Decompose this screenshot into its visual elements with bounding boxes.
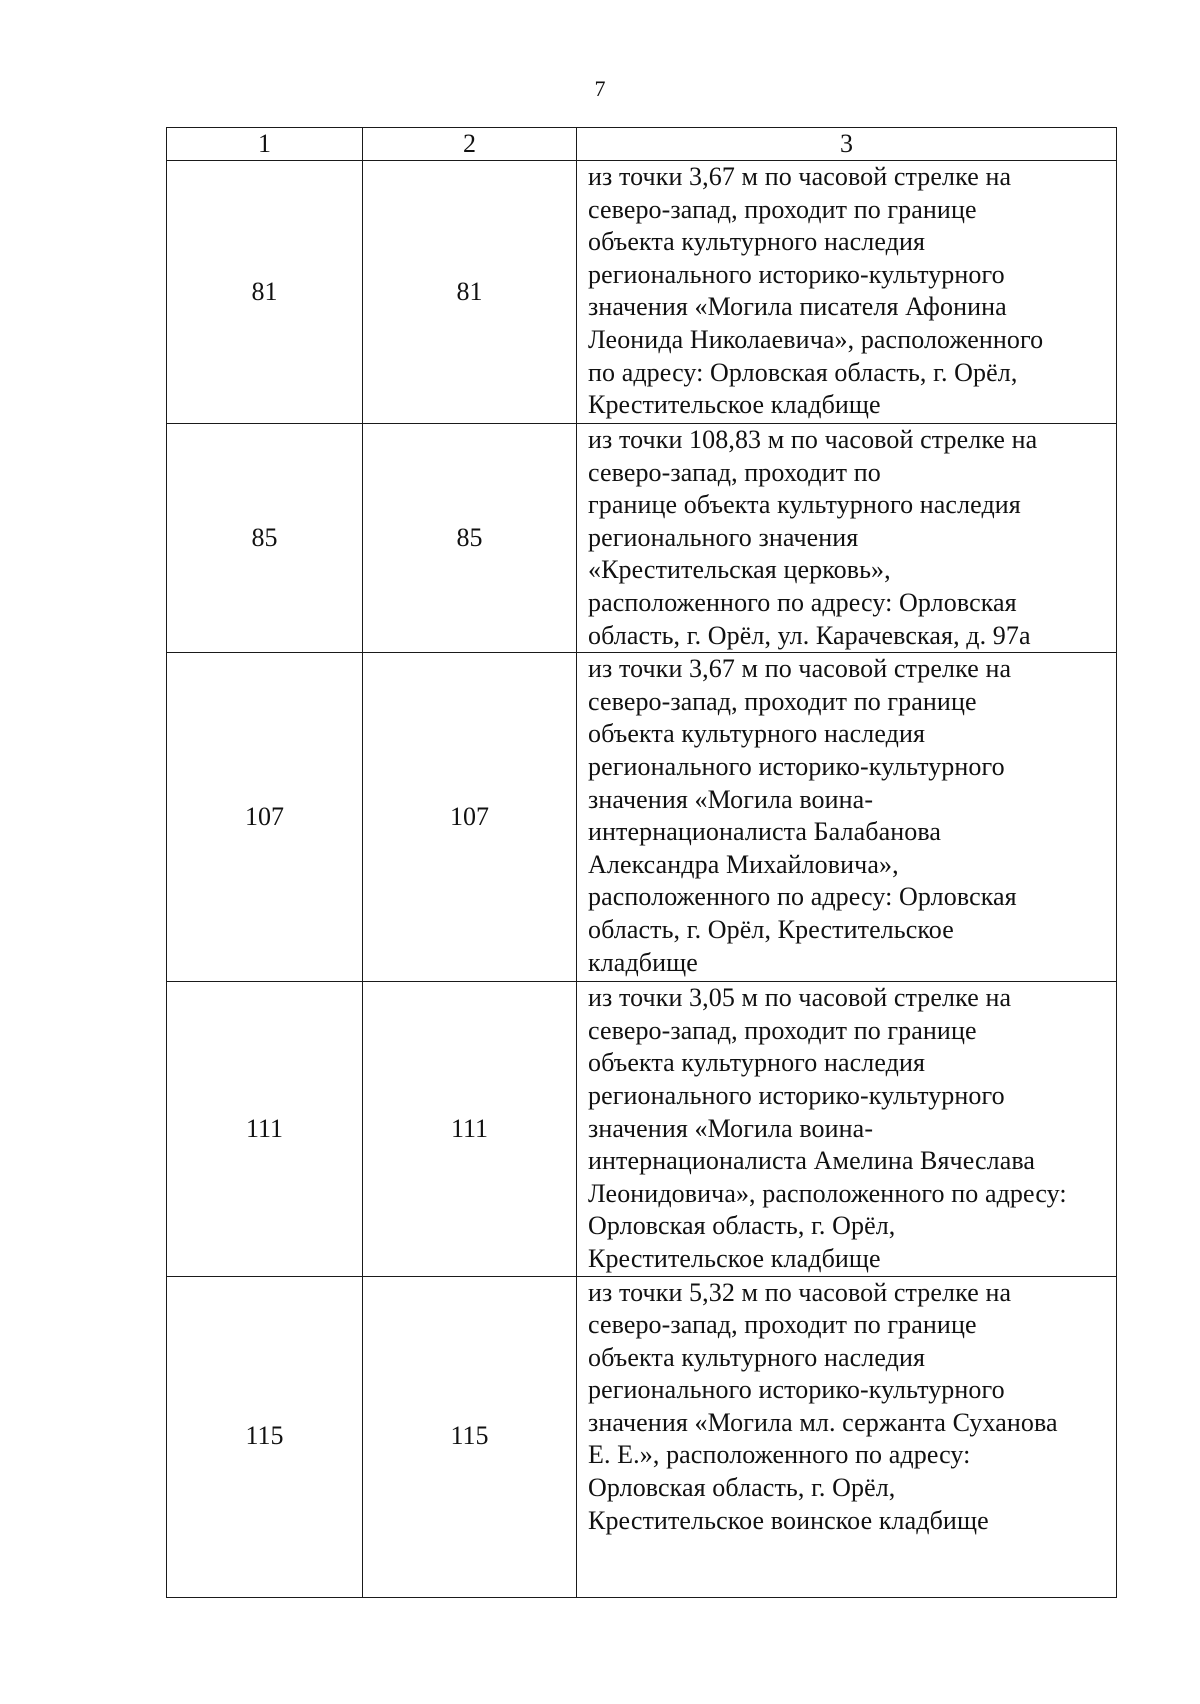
table-row: [167, 161, 1117, 424]
point-number-cell: 81: [363, 161, 577, 424]
point-number-cell: 107: [363, 653, 577, 982]
table-header-row: [167, 128, 1117, 161]
point-number-cell: 85: [363, 424, 577, 653]
point-number-cell: 111: [363, 982, 577, 1276]
point-number-cell: 115: [167, 1276, 363, 1597]
boundary-description-cell: из точки 108,83 м по часовой стрелке на северо-запад, проходит по границе объекта культурного наследия регионального значения «Крестительская церковь», расположенного по адресу: Орловская область, г. Орёл, ул. Карачевская, д. 97а: [577, 424, 1117, 653]
column-header-2: 2: [363, 128, 577, 161]
boundary-description-cell: из точки 5,32 м по часовой стрелке на северо-запад, проходит по границе объекта культурного наследия регионального историко-культурного значения «Могила мл. сержанта Суханова Е. Е.», расположенного по адресу: Орловская область, г. Орёл, Крестительское воинское кладбище: [577, 1276, 1117, 1597]
point-number-cell: 107: [167, 653, 363, 982]
boundary-table: [166, 127, 1117, 1598]
point-number-cell: 85: [167, 424, 363, 653]
point-number-cell: 81: [167, 161, 363, 424]
boundary-description-cell: из точки 3,67 м по часовой стрелке на северо-запад, проходит по границе объекта культурного наследия регионального историко-культурного значения «Могила писателя Афонина Леонида Николаевича», расположенного по адресу: Орловская область, г. Орёл, Крестительское кладбище: [577, 161, 1117, 424]
column-header-1: 1: [167, 128, 363, 161]
table-row: [167, 1276, 1117, 1597]
table-row: [167, 424, 1117, 653]
table-row: [167, 982, 1117, 1276]
boundary-description-cell: из точки 3,67 м по часовой стрелке на северо-запад, проходит по границе объекта культурного наследия регионального историко-культурного значения «Могила воина- интернационалиста Балабанова Александра Михайловича», расположенного по адресу: Орловская область, г. Орёл, Крестительское кладбище: [577, 653, 1117, 982]
page-number: 7: [594, 76, 606, 101]
column-header-3: 3: [577, 128, 1117, 161]
point-number-cell: 115: [363, 1276, 577, 1597]
table-row: [167, 653, 1117, 982]
point-number-cell: 111: [167, 982, 363, 1276]
boundary-description-cell: из точки 3,05 м по часовой стрелке на северо-запад, проходит по границе объекта культурного наследия регионального историко-культурного значения «Могила воина- интернационалиста Амелина Вячеслава Леонидовича», расположенного по адресу: Орловская область, г. Орёл, Крестительское кладбище: [577, 982, 1117, 1276]
